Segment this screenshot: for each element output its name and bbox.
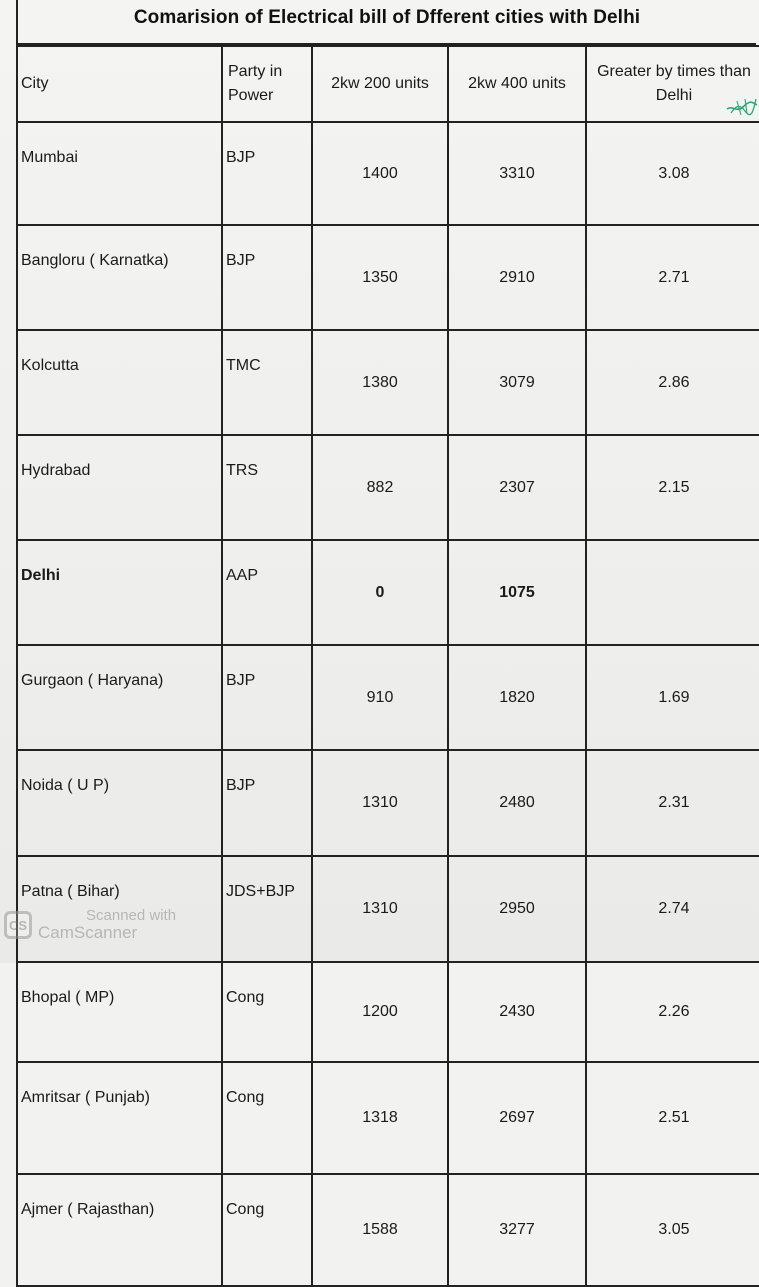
units-400-cell: 2950 bbox=[448, 856, 586, 962]
party-cell: JDS+BJP bbox=[222, 856, 312, 962]
units-400-cell: 2430 bbox=[448, 962, 586, 1062]
ratio-cell: 2.51 bbox=[586, 1062, 759, 1174]
document-title-box bbox=[16, 0, 756, 45]
party-cell: BJP bbox=[222, 225, 312, 330]
column-header-greater-label: Greater by times than Delhi bbox=[597, 63, 751, 104]
column-header-200-units: 2kw 200 units bbox=[312, 46, 448, 122]
units-200-cell: 1380 bbox=[312, 330, 448, 435]
units-400-cell: 3277 bbox=[448, 1174, 586, 1286]
units-400-cell: 3079 bbox=[448, 330, 586, 435]
party-cell: TRS bbox=[222, 435, 312, 540]
table-row bbox=[17, 645, 759, 750]
city-cell: Delhi bbox=[17, 540, 222, 645]
party-cell: Cong bbox=[222, 1174, 312, 1286]
units-400-cell: 1820 bbox=[448, 645, 586, 750]
electricity-bill-table bbox=[16, 45, 759, 1287]
units-400-cell: 2480 bbox=[448, 750, 586, 856]
city-cell: Patna ( Bihar) bbox=[17, 856, 222, 962]
units-200-cell: 1200 bbox=[312, 962, 448, 1062]
ratio-cell: 3.08 bbox=[586, 122, 759, 225]
document-title: Comarision of Electrical bill of Dfferent cities with Delhi bbox=[133, 6, 641, 28]
units-200-cell: 910 bbox=[312, 645, 448, 750]
city-cell: Gurgaon ( Haryana) bbox=[17, 645, 222, 750]
camscanner-logo: CS bbox=[4, 911, 32, 939]
city-cell: Bhopal ( MP) bbox=[17, 962, 222, 1062]
units-200-cell: 1310 bbox=[312, 750, 448, 856]
ratio-cell: 2.31 bbox=[586, 750, 759, 856]
units-200-cell: 882 bbox=[312, 435, 448, 540]
table-row bbox=[17, 330, 759, 435]
party-cell: AAP bbox=[222, 540, 312, 645]
ratio-cell: 2.74 bbox=[586, 856, 759, 962]
city-cell: Mumbai bbox=[17, 122, 222, 225]
city-cell: Ajmer ( Rajasthan) bbox=[17, 1174, 222, 1286]
city-cell: Hydrabad bbox=[17, 435, 222, 540]
units-400-cell: 2697 bbox=[448, 1062, 586, 1174]
ratio-cell: 2.26 bbox=[586, 962, 759, 1062]
units-200-cell: 1350 bbox=[312, 225, 448, 330]
table-header-row bbox=[17, 46, 759, 122]
pen-scribble-icon bbox=[725, 95, 759, 117]
units-400-cell: 1075 bbox=[448, 540, 586, 645]
units-200-cell: 1400 bbox=[312, 122, 448, 225]
ratio-cell: 2.15 bbox=[586, 435, 759, 540]
column-header-greater-by bbox=[586, 46, 759, 122]
ratio-cell: 2.71 bbox=[586, 225, 759, 330]
ratio-cell: 1.69 bbox=[586, 645, 759, 750]
table-row bbox=[17, 750, 759, 856]
column-header-400-units: 2kw 400 units bbox=[448, 46, 586, 122]
party-cell: Cong bbox=[222, 962, 312, 1062]
watermark-line-2: CamScanner bbox=[38, 923, 138, 942]
city-cell: Noida ( U P) bbox=[17, 750, 222, 856]
table-row bbox=[17, 1174, 759, 1286]
table-body bbox=[17, 122, 759, 1286]
table-row bbox=[17, 225, 759, 330]
units-200-cell: 1588 bbox=[312, 1174, 448, 1286]
city-cell: Kolcutta bbox=[17, 330, 222, 435]
table-row bbox=[17, 962, 759, 1062]
ratio-cell: 3.05 bbox=[586, 1174, 759, 1286]
ratio-cell bbox=[586, 540, 759, 645]
table-row bbox=[17, 540, 759, 645]
units-400-cell: 2307 bbox=[448, 435, 586, 540]
units-400-cell: 2910 bbox=[448, 225, 586, 330]
table-row bbox=[17, 1062, 759, 1174]
city-cell: Bangloru ( Karnatka) bbox=[17, 225, 222, 330]
column-header-party: Party in Power bbox=[222, 46, 312, 122]
table-row bbox=[17, 435, 759, 540]
units-200-cell: 1310 bbox=[312, 856, 448, 962]
party-cell: BJP bbox=[222, 750, 312, 856]
table-row bbox=[17, 122, 759, 225]
ratio-cell: 2.86 bbox=[586, 330, 759, 435]
column-header-city: City bbox=[17, 46, 222, 122]
party-cell: Cong bbox=[222, 1062, 312, 1174]
watermark-text bbox=[38, 908, 176, 942]
watermark-line-1: Scanned with bbox=[86, 907, 177, 924]
party-cell: TMC bbox=[222, 330, 312, 435]
camscanner-watermark bbox=[4, 908, 176, 942]
units-200-cell: 0 bbox=[312, 540, 448, 645]
party-cell: BJP bbox=[222, 645, 312, 750]
units-200-cell: 1318 bbox=[312, 1062, 448, 1174]
units-400-cell: 3310 bbox=[448, 122, 586, 225]
city-cell: Amritsar ( Punjab) bbox=[17, 1062, 222, 1174]
party-cell: BJP bbox=[222, 122, 312, 225]
